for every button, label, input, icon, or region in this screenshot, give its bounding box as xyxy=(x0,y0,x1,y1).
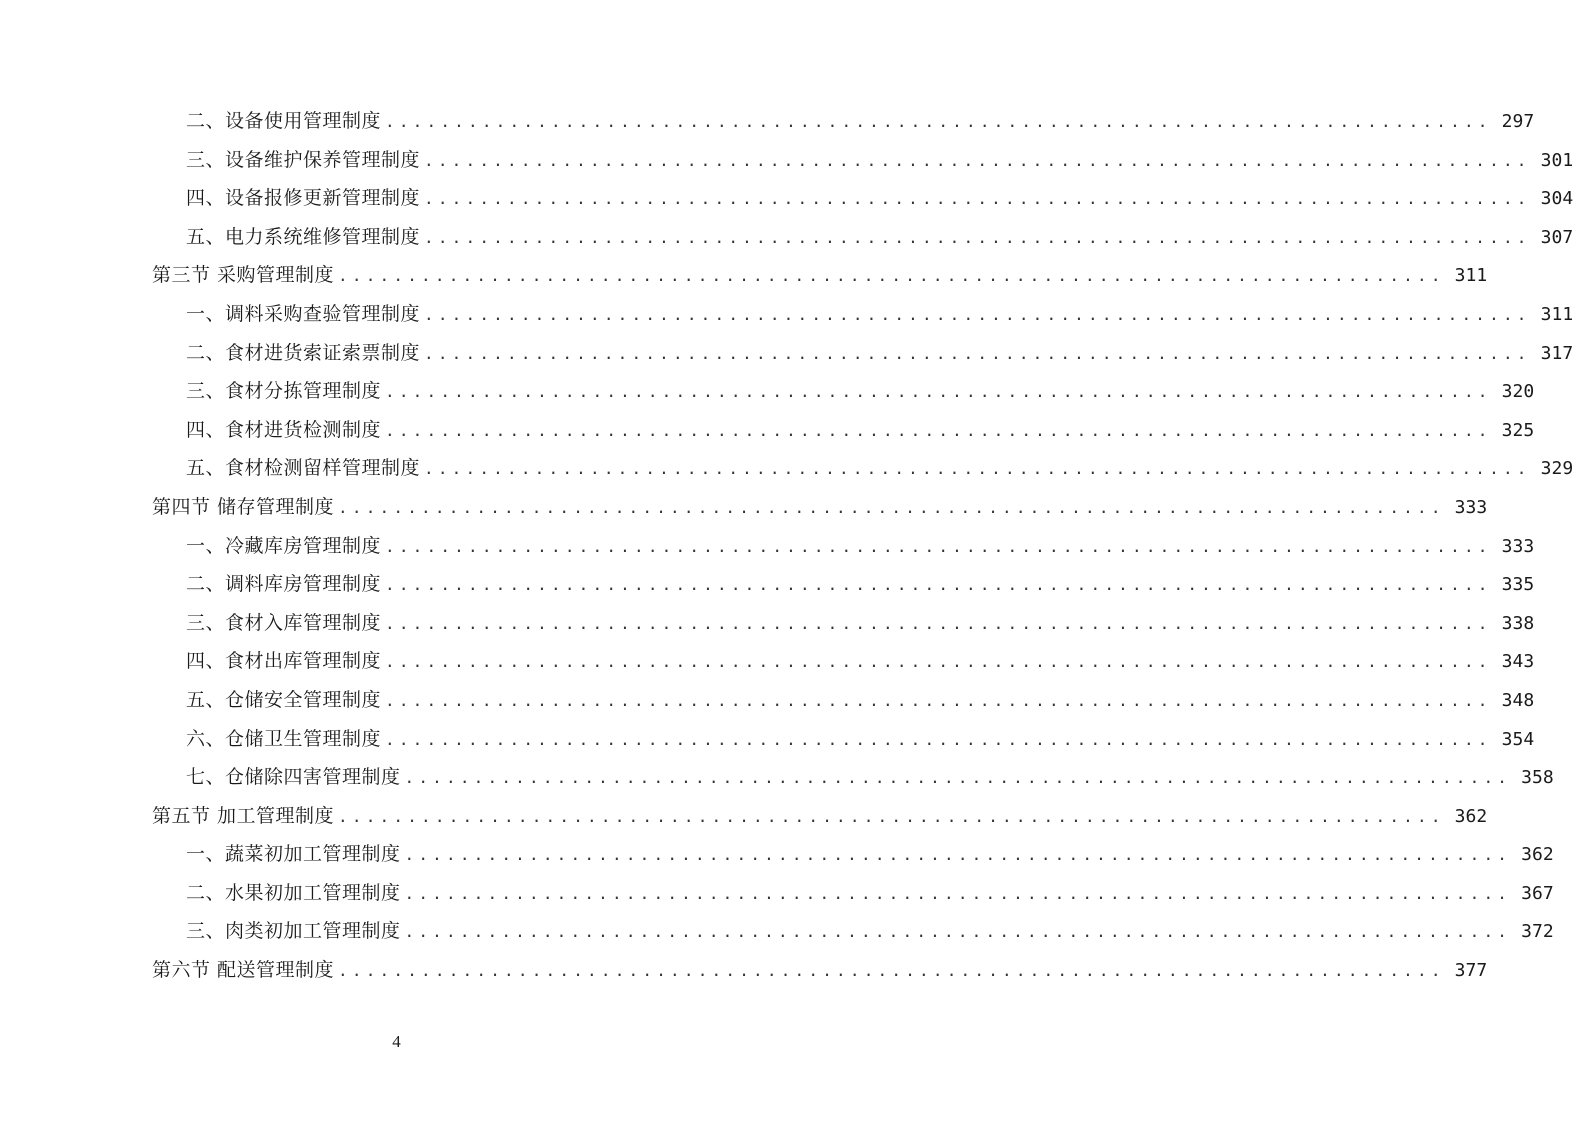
toc-subsection-entry[interactable] xyxy=(152,758,1554,797)
toc-subsection-entry[interactable] xyxy=(152,681,1535,720)
toc-subsection-entry[interactable] xyxy=(152,449,1573,488)
toc-entry-title: 三、食材分拣管理制度 xyxy=(186,380,382,403)
toc-section-entry[interactable] xyxy=(152,256,1488,295)
toc-subsection-entry[interactable] xyxy=(152,411,1535,450)
toc-entry-title: 二、水果初加工管理制度 xyxy=(186,881,401,904)
toc-subsection-entry[interactable] xyxy=(152,372,1535,411)
toc-entry-page-number: 358 xyxy=(1521,767,1554,789)
toc-subsection-entry[interactable] xyxy=(152,642,1535,681)
toc-subsection-entry[interactable] xyxy=(152,179,1573,218)
toc-entry-title: 第三节 采购管理制度 xyxy=(152,264,335,287)
toc-dot-leader: ................................................................................ xyxy=(385,613,1492,633)
toc-subsection-entry[interactable] xyxy=(152,835,1554,874)
toc-dot-leader: ................................................................................ xyxy=(385,420,1492,440)
table-of-contents xyxy=(152,102,1573,990)
toc-entry-page-number: 307 xyxy=(1540,226,1573,248)
toc-entry-title: 第四节 储存管理制度 xyxy=(152,495,335,518)
toc-entry-title: 第六节 配送管理制度 xyxy=(152,959,335,982)
toc-dot-leader: ................................................................................ xyxy=(338,961,1445,981)
toc-dot-leader: ................................................................................ xyxy=(404,922,1512,942)
toc-entry-page-number: 354 xyxy=(1501,728,1535,750)
toc-entry-title: 四、食材进货检测制度 xyxy=(186,418,382,441)
toc-entry-page-number: 317 xyxy=(1540,342,1573,364)
toc-dot-leader: ................................................................................ xyxy=(338,266,1445,286)
toc-dot-leader: ................................................................................ xyxy=(424,459,1531,479)
toc-entry-page-number: 311 xyxy=(1454,265,1488,287)
toc-entry-page-number: 333 xyxy=(1501,535,1535,557)
toc-dot-leader: ................................................................................ xyxy=(424,150,1531,170)
toc-dot-leader: ................................................................................ xyxy=(404,768,1512,788)
toc-subsection-entry[interactable] xyxy=(152,565,1535,604)
toc-entry-title: 七、仓储除四害管理制度 xyxy=(186,766,401,789)
toc-dot-leader: ................................................................................ xyxy=(385,652,1492,672)
toc-entry-page-number: 311 xyxy=(1540,303,1573,325)
toc-subsection-entry[interactable] xyxy=(152,218,1573,257)
toc-subsection-entry[interactable] xyxy=(152,102,1535,141)
toc-section-entry[interactable] xyxy=(152,797,1488,836)
toc-dot-leader: ................................................................................ xyxy=(424,304,1531,324)
toc-dot-leader: ................................................................................ xyxy=(385,575,1492,595)
toc-entry-page-number: 343 xyxy=(1501,651,1535,673)
toc-dot-leader: ................................................................................ xyxy=(338,806,1445,826)
toc-dot-leader: ................................................................................ xyxy=(385,382,1492,402)
toc-entry-page-number: 362 xyxy=(1521,844,1554,866)
toc-subsection-entry[interactable] xyxy=(152,527,1535,566)
toc-entry-title: 五、仓储安全管理制度 xyxy=(186,688,382,711)
toc-entry-title: 二、食材进货索证索票制度 xyxy=(186,341,421,364)
toc-entry-title: 六、仓储卫生管理制度 xyxy=(186,727,382,750)
toc-entry-title: 三、食材入库管理制度 xyxy=(186,611,382,634)
toc-entry-page-number: 329 xyxy=(1540,458,1573,480)
toc-dot-leader: ................................................................................ xyxy=(404,845,1512,865)
toc-subsection-entry[interactable] xyxy=(152,141,1573,180)
toc-dot-leader: ................................................................................ xyxy=(424,343,1531,363)
toc-dot-leader: ................................................................................ xyxy=(385,690,1492,710)
toc-entry-title: 二、调料库房管理制度 xyxy=(186,573,382,596)
toc-entry-page-number: 335 xyxy=(1501,574,1535,596)
toc-entry-title: 四、食材出库管理制度 xyxy=(186,650,382,673)
toc-subsection-entry[interactable] xyxy=(152,334,1573,373)
toc-section-entry[interactable] xyxy=(152,951,1488,990)
toc-subsection-entry[interactable] xyxy=(152,912,1554,951)
toc-dot-leader: ................................................................................ xyxy=(385,112,1492,131)
toc-entry-title: 二、设备使用管理制度 xyxy=(186,110,382,132)
toc-entry-title: 四、设备报修更新管理制度 xyxy=(186,187,421,210)
toc-entry-title: 五、电力系统维修管理制度 xyxy=(186,225,421,248)
toc-entry-page-number: 372 xyxy=(1521,921,1554,943)
toc-subsection-entry[interactable] xyxy=(152,604,1535,643)
toc-subsection-entry[interactable] xyxy=(152,874,1554,913)
toc-entry-page-number: 297 xyxy=(1501,111,1535,132)
toc-entry-title: 三、肉类初加工管理制度 xyxy=(186,920,401,943)
toc-subsection-entry[interactable] xyxy=(152,295,1573,334)
toc-entry-title: 五、食材检测留样管理制度 xyxy=(186,457,421,480)
page-number: 4 xyxy=(392,1032,401,1051)
toc-dot-leader: ................................................................................ xyxy=(424,189,1531,209)
toc-entry-page-number: 325 xyxy=(1501,419,1535,441)
toc-entry-page-number: 304 xyxy=(1540,188,1573,210)
toc-entry-page-number: 348 xyxy=(1501,689,1535,711)
toc-entry-title: 一、蔬菜初加工管理制度 xyxy=(186,843,401,866)
toc-dot-leader: ................................................................................ xyxy=(385,729,1492,749)
toc-dot-leader: ................................................................................ xyxy=(424,227,1531,247)
toc-entry-page-number: 377 xyxy=(1454,960,1488,982)
toc-entry-title: 第五节 加工管理制度 xyxy=(152,804,335,827)
toc-entry-page-number: 301 xyxy=(1540,149,1573,171)
toc-entry-title: 一、调料采购查验管理制度 xyxy=(186,302,421,325)
toc-entry-page-number: 367 xyxy=(1521,882,1554,904)
toc-entry-page-number: 338 xyxy=(1501,612,1535,634)
toc-section-entry[interactable] xyxy=(152,488,1488,527)
toc-dot-leader: ................................................................................ xyxy=(385,536,1492,556)
toc-entry-title: 三、设备维护保养管理制度 xyxy=(186,148,421,171)
toc-entry-page-number: 333 xyxy=(1454,496,1488,518)
toc-dot-leader: ................................................................................ xyxy=(404,883,1512,903)
toc-entry-page-number: 320 xyxy=(1501,381,1535,403)
toc-dot-leader: ................................................................................ xyxy=(338,497,1445,517)
toc-subsection-entry[interactable] xyxy=(152,720,1535,759)
toc-entry-page-number: 362 xyxy=(1454,805,1488,827)
toc-entry-title: 一、冷藏库房管理制度 xyxy=(186,534,382,557)
